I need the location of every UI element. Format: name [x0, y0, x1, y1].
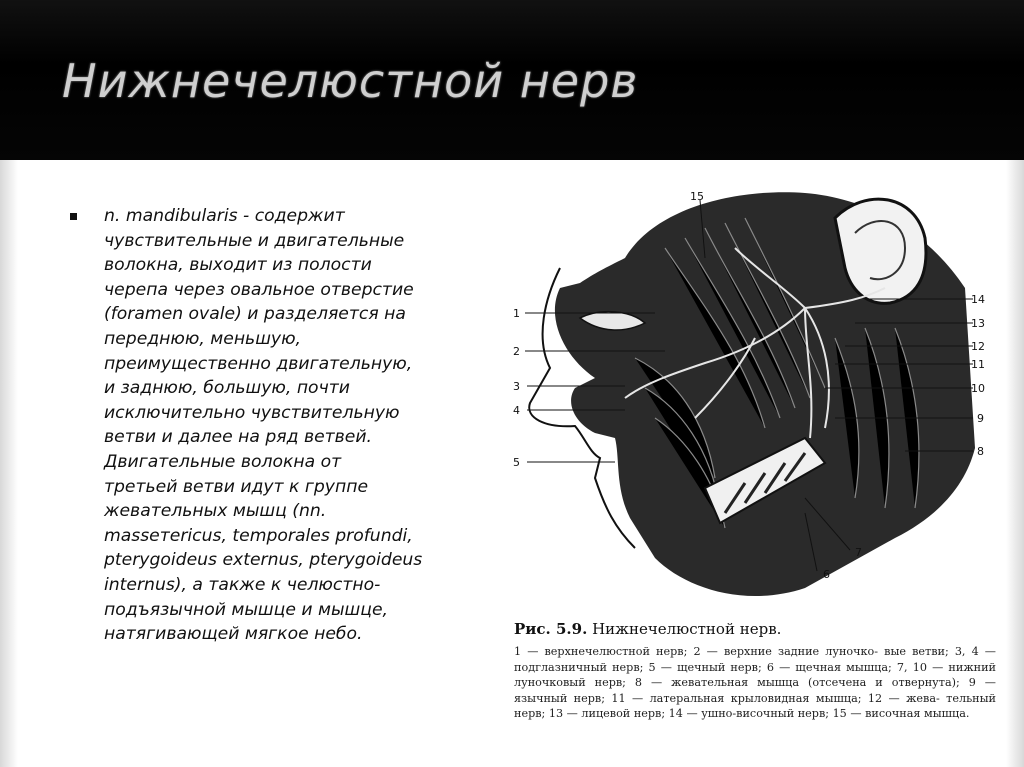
title-bar [0, 0, 1024, 160]
figure-label-3: 3 [513, 380, 520, 393]
figure-label-1: 1 [513, 307, 520, 320]
figure-caption-name: Нижнечелюстной нерв. [592, 620, 782, 638]
bullet-text: n. mandibularis - содержит чувствительные и двигательные волокна, выходит из полости черепа через овальное отверстие (foramen ovale) и разделяется на переднюю, меньшую, преимущественно двигательную, и заднюю, большую, почти исключительно чувствительную ветви и далее на ряд ветвей. Двигательные волокна от третьей ветви идут к группе жевательных мышц (nn. masseтericus, temporales profundi, pterygoideus externus, pterygoideus internus), а также к челюстно- подъязычной мышце и мышце, натягивающей мягкое небо. [104, 206, 423, 645]
right-edge-shadow [1006, 160, 1024, 767]
figure-label-15: 15 [690, 190, 704, 203]
page-title: Нижнечелюстной нерв [62, 54, 639, 108]
figure-label-11: 11 [971, 358, 985, 371]
figure-label-5: 5 [513, 456, 520, 469]
left-edge-shadow [0, 160, 18, 767]
figure-caption-body: 1 — верхнечелюстной нерв; 2 — верхние задние луночко- вые ветви; 3, 4 — подглазничный нерв; 5 — щечный нерв; 6 — щечная мышца; 7, 10 — нижний луночковый нерв; 8 — жевательная мышца (отсечена и отвернута); 9 — язычный нерв; 11 — латеральная крыловидная мышца; 12 — жева- тельный нерв; 13 — лицевой нерв; 14 — ушно-височный нерв; 15 — височная мышца. [514, 645, 996, 721]
anatomy-illustration [505, 188, 1003, 608]
figure-label-13: 13 [971, 317, 985, 330]
figure-label-14: 14 [971, 293, 985, 306]
figure-label-10: 10 [971, 382, 985, 395]
figure-label-9: 9 [977, 412, 984, 425]
bullet-marker [70, 213, 77, 220]
figure-label-8: 8 [977, 445, 984, 458]
figure-label-2: 2 [513, 345, 520, 358]
figure-caption-prefix: Рис. 5.9. [514, 620, 588, 638]
figure-label-6: 6 [823, 568, 830, 581]
anatomy-figure [505, 188, 1003, 608]
figure-caption-title [514, 620, 781, 638]
figure-label-7: 7 [855, 546, 862, 559]
figure-label-4: 4 [513, 404, 520, 417]
figure-label-12: 12 [971, 340, 985, 353]
